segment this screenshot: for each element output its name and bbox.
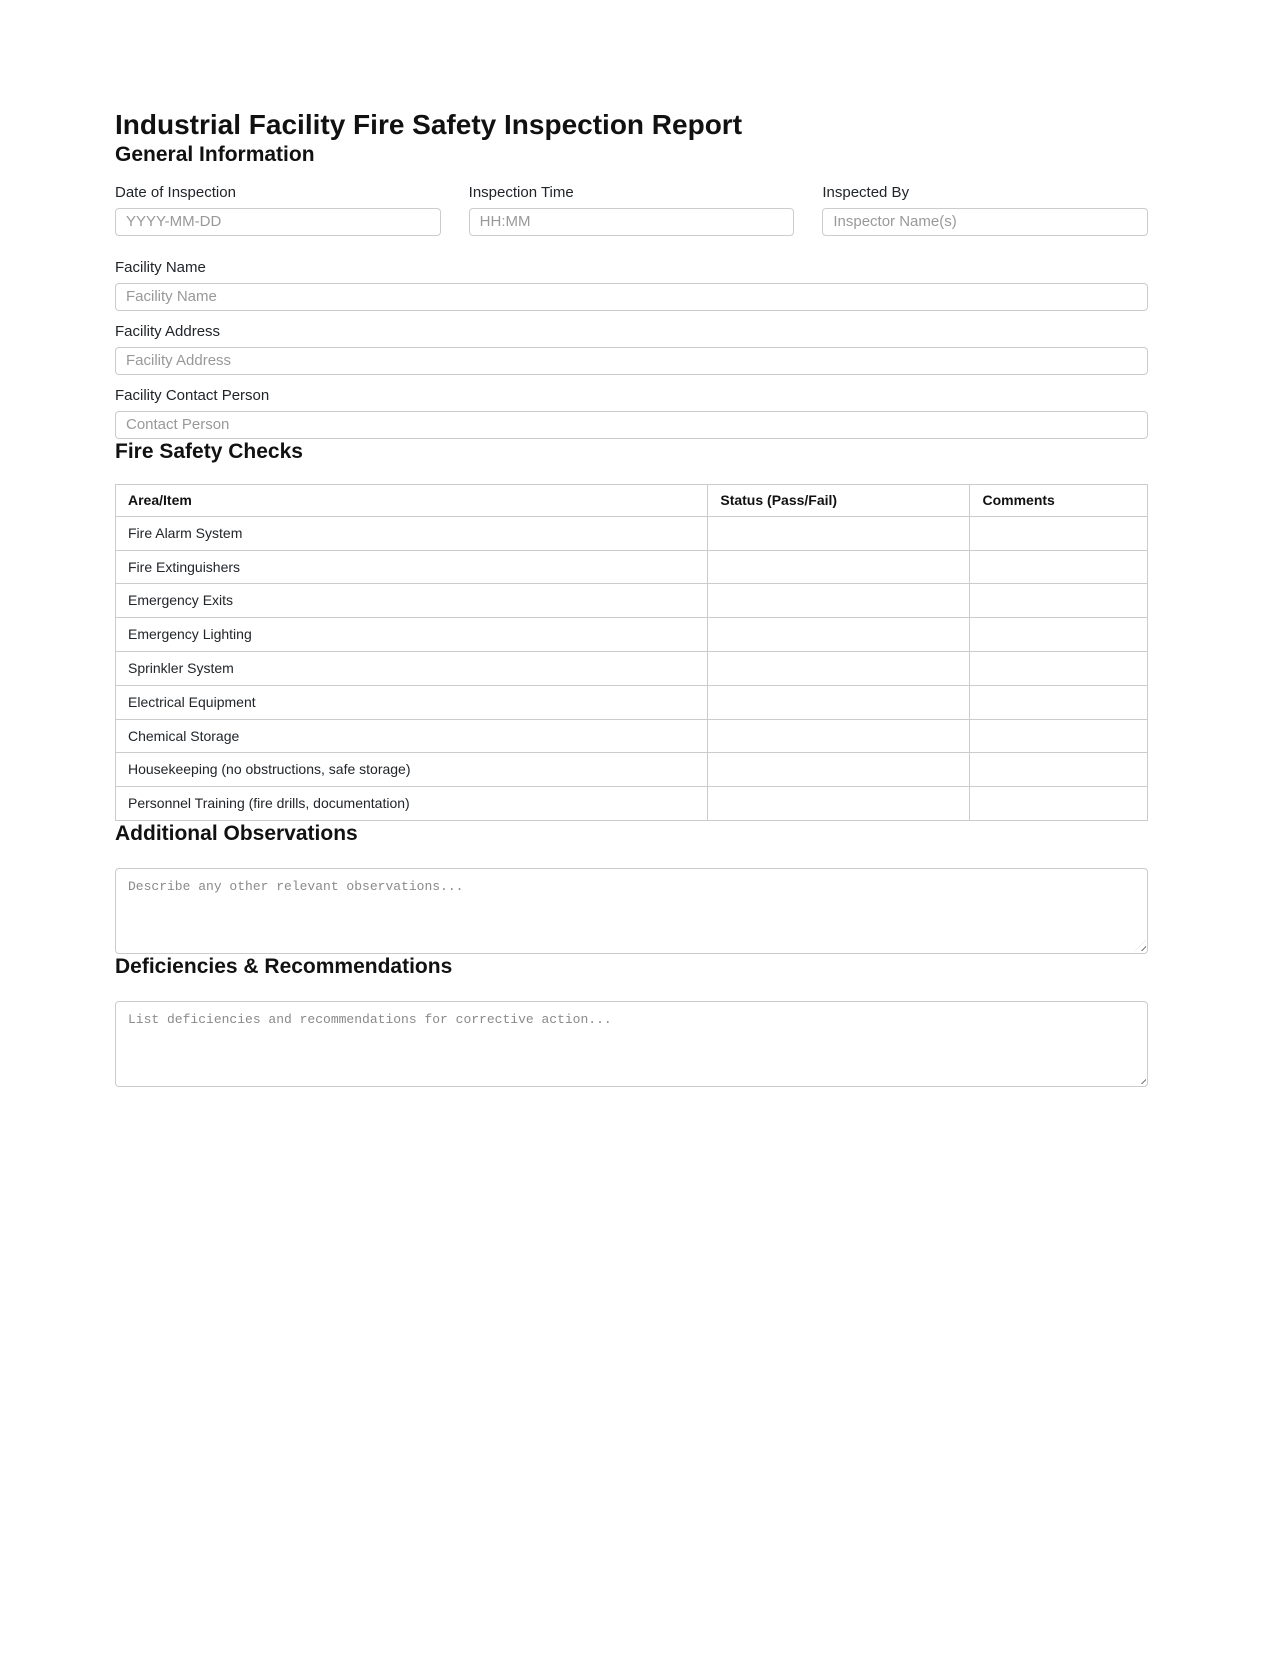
section-heading-general-information: General Information <box>115 142 315 166</box>
status-cell <box>708 719 970 753</box>
inspected-by-label: Inspected By <box>822 183 910 201</box>
area-item-cell: Housekeeping (no obstructions, safe storage) <box>116 753 708 787</box>
field-group-facility-address <box>115 323 1148 375</box>
area-item-cell: Chemical Storage <box>116 719 708 753</box>
facility-address-label: Facility Address <box>115 322 221 340</box>
comments-cell <box>970 753 1148 787</box>
status-cell <box>708 618 970 652</box>
table-row <box>116 787 1148 821</box>
facility-contact-person-label: Facility Contact Person <box>115 386 270 404</box>
status-cell <box>708 753 970 787</box>
status-cell <box>708 787 970 821</box>
table-row <box>116 651 1148 685</box>
inspection-time-input[interactable] <box>469 208 795 236</box>
facility-name-label: Facility Name <box>115 258 206 276</box>
table-header-row <box>116 484 1148 516</box>
comments-cell <box>970 719 1148 753</box>
area-item-cell: Fire Extinguishers <box>116 550 708 584</box>
deficiencies-textarea[interactable] <box>115 1001 1148 1087</box>
facility-address-input[interactable] <box>115 347 1148 375</box>
section-heading-fire-safety-checks: Fire Safety Checks <box>115 439 303 463</box>
comments-cell <box>970 550 1148 584</box>
field-group-inspected-by <box>822 184 1148 236</box>
fire-safety-checks-table <box>115 484 1148 821</box>
report-page <box>115 0 1148 1087</box>
table-row <box>116 550 1148 584</box>
area-item-cell: Sprinkler System <box>116 651 708 685</box>
column-header-status: Status (Pass/Fail) <box>708 484 970 516</box>
field-group-facility-contact-person <box>115 387 1148 439</box>
facility-name-input[interactable] <box>115 283 1148 311</box>
column-header-comments: Comments <box>970 484 1148 516</box>
area-item-cell: Emergency Lighting <box>116 618 708 652</box>
table-row <box>116 753 1148 787</box>
section-heading-additional-observations: Additional Observations <box>115 821 358 845</box>
status-cell <box>708 651 970 685</box>
table-row <box>116 584 1148 618</box>
additional-observations-textarea[interactable] <box>115 868 1148 954</box>
area-item-cell: Electrical Equipment <box>116 685 708 719</box>
inspection-time-label: Inspection Time <box>468 183 574 201</box>
status-cell <box>708 584 970 618</box>
comments-cell <box>970 787 1148 821</box>
general-info-row <box>115 184 1148 236</box>
deficiencies-wrap <box>115 1001 1148 1087</box>
comments-cell <box>970 651 1148 685</box>
table-row <box>116 618 1148 652</box>
comments-cell <box>970 516 1148 550</box>
status-cell <box>708 550 970 584</box>
date-of-inspection-label: Date of Inspection <box>115 183 236 201</box>
facility-contact-person-input[interactable] <box>115 411 1148 439</box>
status-cell <box>708 516 970 550</box>
field-group-inspection-time <box>469 184 795 236</box>
comments-cell <box>970 685 1148 719</box>
column-header-area-item: Area/Item <box>116 484 708 516</box>
area-item-cell: Emergency Exits <box>116 584 708 618</box>
status-cell <box>708 685 970 719</box>
table-row <box>116 719 1148 753</box>
section-heading-deficiencies-recommendations: Deficiencies & Recommendations <box>115 955 453 979</box>
additional-observations-wrap <box>115 868 1148 954</box>
field-group-facility-name <box>115 259 1148 311</box>
inspected-by-input[interactable] <box>822 208 1148 236</box>
table-row <box>116 516 1148 550</box>
page-title: Industrial Facility Fire Safety Inspection Report <box>115 109 743 140</box>
date-of-inspection-input[interactable] <box>115 208 441 236</box>
area-item-cell: Personnel Training (fire drills, documentation) <box>116 787 708 821</box>
field-group-date-of-inspection <box>115 184 441 236</box>
area-item-cell: Fire Alarm System <box>116 516 708 550</box>
comments-cell <box>970 584 1148 618</box>
comments-cell <box>970 618 1148 652</box>
table-row <box>116 685 1148 719</box>
